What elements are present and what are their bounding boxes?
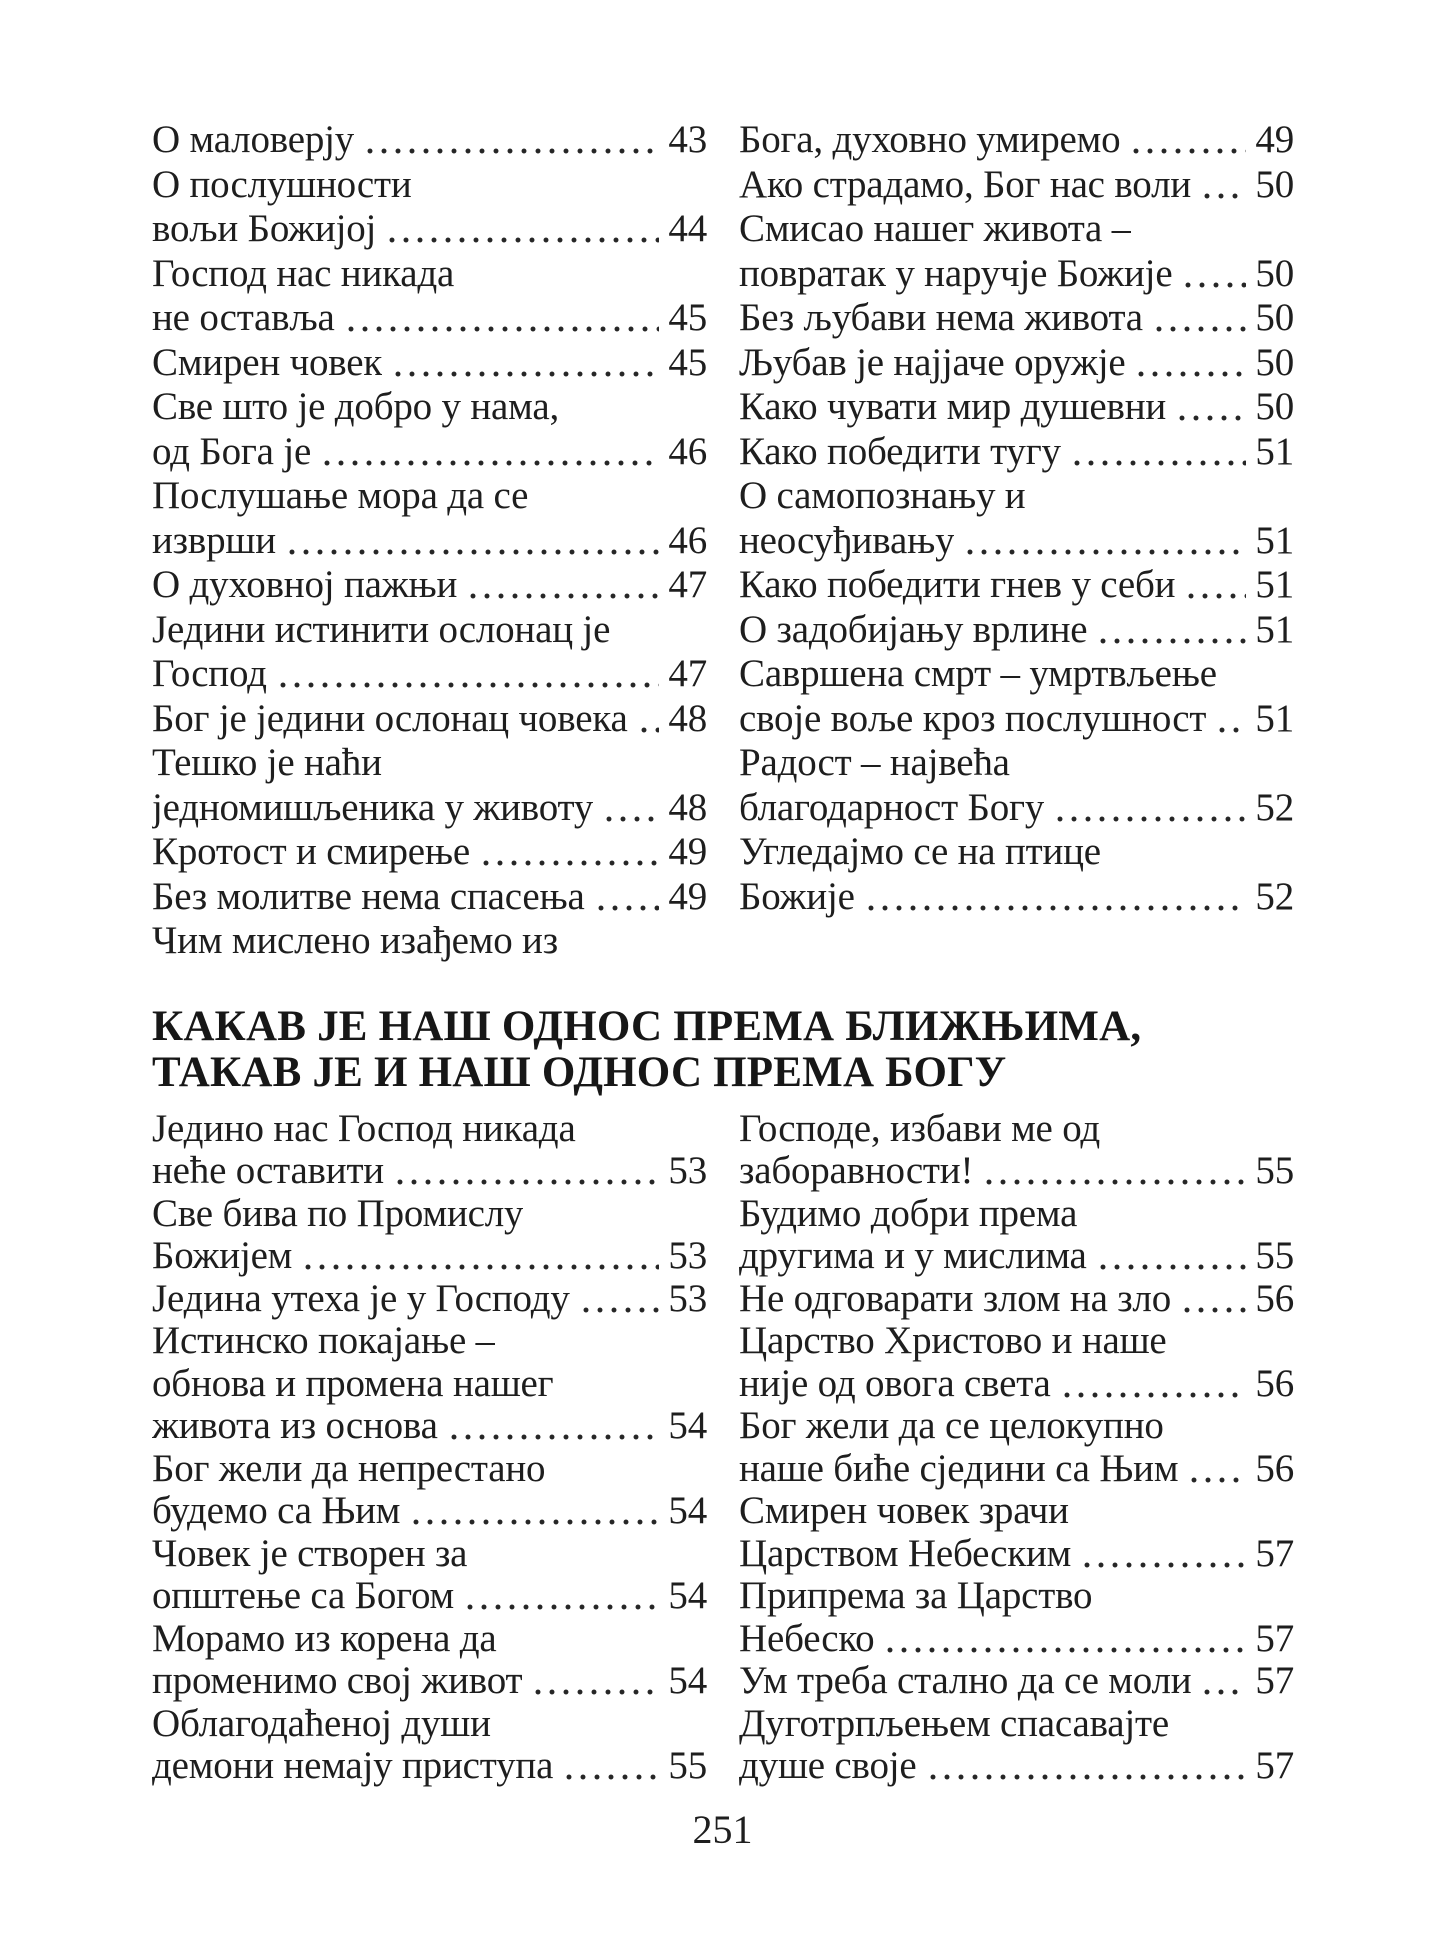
dot-leader (285, 549, 659, 555)
toc-entry-page-number: 55 (1255, 1149, 1294, 1192)
toc-entry-text: Како победити тугу (739, 429, 1061, 473)
toc-entry-line (739, 608, 1294, 653)
toc-entry-text: једномишљеника у животу (152, 785, 594, 829)
dot-leader (1175, 415, 1246, 421)
toc-entry-text: Све бива по Промислу (152, 1192, 524, 1235)
dot-leader (463, 1604, 659, 1610)
toc-entry-text: О послушности (152, 162, 412, 206)
toc-entry-page-number: 49 (668, 874, 707, 918)
dot-leader (579, 1307, 660, 1313)
toc-entry-text: Господ (152, 652, 267, 695)
dot-leader (1200, 1689, 1246, 1695)
dot-leader (637, 727, 660, 733)
toc-entry-page-number: 57 (1255, 1744, 1294, 1787)
dot-leader (926, 1774, 1247, 1780)
toc-entry-page-number: 51 (1255, 563, 1294, 606)
toc-entry-line (739, 296, 1294, 341)
toc-entry-page-number: 51 (1255, 607, 1294, 651)
toc-entry-page-number: 55 (668, 1744, 707, 1787)
toc-entry-line (152, 385, 707, 430)
dot-leader (963, 549, 1246, 555)
toc-entry-line (739, 341, 1294, 386)
dot-leader (1200, 193, 1246, 199)
toc-entry-line (152, 608, 707, 653)
toc-entry-text: општење са Богом (152, 1575, 455, 1617)
toc-entry-page-number: 45 (668, 340, 707, 384)
toc-entry-text: Бог жели да се целокупно (739, 1405, 1164, 1447)
toc-entry-line (152, 341, 707, 386)
dot-leader (1184, 593, 1246, 599)
toc-entry-line (739, 1235, 1294, 1278)
dot-leader (1096, 1264, 1247, 1270)
toc-entry-text: демони немају приступа (152, 1745, 554, 1787)
toc-entry-line (152, 1320, 707, 1363)
toc-entry-text: Будимо добри према (739, 1192, 1078, 1235)
toc-entry-text: Смисао нашег живота – (739, 207, 1132, 250)
toc-entry-line (152, 1405, 707, 1448)
toc-entry-line (739, 1703, 1294, 1746)
dot-leader (385, 237, 659, 243)
toc-entry-page-number: 53 (668, 1149, 707, 1192)
toc-entry-page-number: 51 (1255, 518, 1294, 562)
toc-entry-text: Угледајмо се на птице (739, 830, 1101, 873)
toc-entry-line (152, 697, 707, 742)
toc-entry-text: Чим мислено изађемо из (152, 919, 558, 962)
toc-entry-line (739, 519, 1294, 564)
toc-entry-text: О задобијању врлине (739, 607, 1088, 651)
toc-entry-text: Ако страдамо, Бог нас воли (739, 162, 1192, 206)
toc-entry-text: наше биће сједини са Њим (739, 1447, 1179, 1490)
dot-leader (1180, 1307, 1246, 1313)
toc-entry-page-number: 50 (1255, 296, 1294, 339)
toc-entry-line (152, 519, 707, 564)
toc-entry-line (739, 1575, 1294, 1618)
toc-entry-text: Једина утеха је у Господу (152, 1277, 570, 1320)
dot-leader (562, 1774, 659, 1780)
toc-entry-page-number: 50 (1255, 251, 1294, 295)
toc-entry-text: од Бога је (152, 429, 312, 473)
toc-entry-text: неосуђивању (739, 518, 955, 562)
toc-entry-line (152, 1490, 707, 1533)
toc-entry-page-number: 50 (1255, 340, 1294, 384)
toc-entry-page-number: 52 (1255, 874, 1294, 918)
toc-entry-text: своје воље кроз послушност (739, 696, 1207, 740)
toc-entry-line (739, 830, 1294, 875)
toc-entry-text: Једини истинити ослонац је (152, 607, 611, 651)
toc-entry-page-number: 56 (1255, 1276, 1294, 1320)
toc-entry-line (152, 1660, 707, 1703)
toc-entry-line (152, 563, 707, 608)
toc-entry-line (152, 474, 707, 519)
toc-entry-line (152, 1575, 707, 1618)
toc-entry-page-number: 54 (668, 1574, 707, 1617)
toc-entry-text: другима и у мислима (739, 1235, 1087, 1277)
toc-entry-line (739, 207, 1294, 252)
toc-entry-page-number: 50 (1255, 162, 1294, 206)
toc-entry-text: променимо свој живот (152, 1660, 523, 1702)
dot-leader (1152, 326, 1246, 332)
toc-entry-line (152, 1618, 707, 1661)
toc-entry-text: Божијем (152, 1235, 293, 1277)
dot-leader (391, 371, 659, 377)
toc-entry-text: Без молитве нема спасења (152, 874, 585, 918)
dot-leader (1129, 148, 1246, 154)
toc-entry-line (739, 430, 1294, 475)
page-footer (0, 1808, 1445, 1852)
toc-entry-line (152, 1193, 707, 1236)
toc-section-bottom (152, 1108, 1294, 1788)
toc-entry-line (152, 430, 707, 475)
toc-entry-text: Господе, избави ме од (739, 1107, 1101, 1150)
toc-entry-line (739, 474, 1294, 519)
toc-entry-page-number: 53 (668, 1234, 707, 1277)
toc-entry-text: будемо са Њим (152, 1490, 401, 1532)
toc-entry-text: Морамо из корена да (152, 1617, 497, 1660)
toc-column-left (152, 118, 707, 964)
toc-entry-line (152, 1363, 707, 1406)
toc-entry-page-number: 51 (1255, 429, 1294, 473)
dot-leader (1070, 460, 1247, 466)
toc-column-left (152, 1108, 707, 1788)
toc-entry-line (152, 207, 707, 252)
toc-entry-line (739, 1490, 1294, 1533)
toc-entry-line (739, 875, 1294, 920)
toc-entry-page-number: 46 (668, 429, 707, 473)
toc-entry-line (739, 252, 1294, 297)
table-of-contents (152, 118, 1294, 1788)
toc-entry-line (152, 1108, 707, 1151)
toc-entry-text: душе своје (739, 1745, 917, 1787)
toc-entry-page-number: 54 (668, 1404, 707, 1447)
toc-entry-line (152, 1150, 707, 1193)
toc-entry-line (739, 1278, 1294, 1321)
toc-entry-text: Љубав је најјаче оружје (739, 340, 1126, 384)
toc-entry-text: Не одговарати злом на зло (739, 1277, 1171, 1320)
toc-entry-text: неће оставити (152, 1150, 384, 1192)
toc-entry-page-number: 53 (668, 1276, 707, 1320)
toc-entry-line (152, 1533, 707, 1576)
dot-leader (531, 1689, 659, 1695)
toc-entry-line (739, 1745, 1294, 1788)
toc-entry-page-number: 52 (1255, 785, 1294, 829)
dot-leader (1134, 371, 1246, 377)
toc-entry-text: Послушање мора да се (152, 474, 529, 517)
toc-entry-page-number: 43 (668, 118, 707, 161)
dot-leader (344, 326, 660, 332)
dot-leader (276, 682, 660, 688)
dot-leader (447, 1434, 660, 1440)
section-heading-line-1: КАКАВ ЈЕ НАШ ОДНОС ПРЕМА БЛИЖЊИМА, (152, 1002, 1142, 1050)
toc-entry-line (152, 1703, 707, 1746)
toc-entry-page-number: 50 (1255, 385, 1294, 428)
toc-entry-line (739, 1533, 1294, 1576)
toc-entry-line (739, 385, 1294, 430)
toc-entry-text: заборавности! (739, 1150, 974, 1192)
toc-column-right (739, 1108, 1294, 1788)
dot-leader (1060, 1392, 1247, 1398)
section-heading (152, 1004, 1294, 1096)
toc-section-top (152, 118, 1294, 964)
toc-entry-text: Смирен човек (152, 340, 383, 384)
toc-entry-page-number: 48 (668, 785, 707, 829)
toc-entry-line (739, 652, 1294, 697)
toc-entry-text: благодарност Богу (739, 785, 1045, 829)
toc-entry-line (152, 252, 707, 297)
section-heading-line-2: ТАКАВ ЈЕ И НАШ ОДНОС ПРЕМА БОГУ (152, 1048, 1007, 1096)
toc-entry-line (739, 1363, 1294, 1406)
toc-entry-text: Без љубави нема живота (739, 296, 1143, 339)
dot-leader (1181, 282, 1246, 288)
toc-entry-text: Небеско (739, 1617, 875, 1660)
toc-entry-line (152, 919, 707, 964)
dot-leader (1053, 816, 1246, 822)
toc-entry-text: Царство Христово и наше (739, 1320, 1167, 1362)
toc-entry-text: Истинско покајање – (152, 1320, 495, 1362)
toc-entry-page-number: 57 (1255, 1531, 1294, 1575)
toc-entry-text: није од овога света (739, 1362, 1051, 1405)
toc-entry-line (739, 1108, 1294, 1151)
toc-entry-page-number: 56 (1255, 1446, 1294, 1490)
toc-entry-page-number: 46 (668, 518, 707, 562)
dot-leader (1215, 727, 1246, 733)
toc-entry-line (739, 118, 1294, 163)
dot-leader (883, 1647, 1246, 1653)
toc-entry-text: Господ нас никада (152, 251, 455, 295)
toc-entry-page-number: 47 (668, 652, 707, 695)
dot-leader (864, 905, 1247, 911)
dot-leader (982, 1179, 1246, 1185)
toc-entry-line (152, 1278, 707, 1321)
toc-entry-line (739, 1320, 1294, 1363)
toc-entry-line (739, 1618, 1294, 1661)
toc-entry-text: живота из основа (152, 1405, 438, 1447)
toc-entry-text: Радост – највећа (739, 741, 1010, 784)
toc-entry-text: О маловерју (152, 118, 355, 161)
toc-column-right (739, 118, 1294, 964)
toc-entry-page-number: 54 (668, 1489, 707, 1532)
toc-entry-line (739, 563, 1294, 608)
toc-entry-text: Како чувати мир душевни (739, 385, 1167, 428)
dot-leader (409, 1519, 659, 1525)
toc-entry-text: Како победити гнев у себи (739, 563, 1176, 606)
toc-entry-text: Припрема за Царство (739, 1575, 1093, 1617)
toc-entry-text: Једино нас Господ никада (152, 1107, 576, 1150)
toc-entry-page-number: 44 (668, 207, 707, 250)
toc-entry-page-number: 57 (1255, 1616, 1294, 1660)
toc-entry-text: обнова и промена нашег (152, 1362, 554, 1405)
toc-entry-line (152, 1235, 707, 1278)
dot-leader (1080, 1562, 1246, 1568)
toc-entry-line (152, 296, 707, 341)
dot-leader (594, 905, 660, 911)
toc-entry-line (739, 1448, 1294, 1491)
toc-entry-page-number: 57 (1255, 1659, 1294, 1702)
toc-entry-page-number: 55 (1255, 1234, 1294, 1277)
dot-leader (466, 593, 659, 599)
toc-entry-page-number: 45 (668, 296, 707, 339)
toc-entry-line (152, 830, 707, 875)
toc-entry-text: Тешко је наћи (152, 741, 382, 784)
toc-entry-text: Све што је добро у нама, (152, 385, 560, 428)
toc-entry-page-number: 49 (1255, 118, 1294, 161)
toc-entry-line (739, 741, 1294, 786)
toc-entry-line (152, 1745, 707, 1788)
toc-entry-line (152, 118, 707, 163)
toc-entry-line (739, 1660, 1294, 1703)
toc-entry-page-number: 49 (668, 830, 707, 873)
toc-entry-text: Ум треба стално да се моли (739, 1660, 1192, 1702)
toc-entry-text: Савршена смрт – умртвљење (739, 652, 1217, 695)
toc-entry-line (739, 1193, 1294, 1236)
toc-entry-text: Кротост и смирење (152, 830, 471, 873)
toc-entry-text: Дуготрпљењем спасавајте (739, 1702, 1169, 1745)
dot-leader (602, 816, 659, 822)
toc-entry-text: Божије (739, 874, 855, 918)
toc-entry-line (152, 1448, 707, 1491)
dot-leader (393, 1179, 659, 1185)
toc-entry-text: Бог жели да непрестано (152, 1447, 546, 1490)
dot-leader (363, 148, 659, 154)
toc-entry-page-number: 48 (668, 696, 707, 740)
toc-entry-line (152, 652, 707, 697)
toc-entry-line (739, 786, 1294, 831)
toc-entry-text: Смирен човек зрачи (739, 1490, 1069, 1532)
toc-entry-line (152, 163, 707, 208)
dot-leader (320, 460, 659, 466)
toc-entry-line (152, 786, 707, 831)
toc-entry-line (739, 697, 1294, 742)
toc-entry-text: О самопознању и (739, 474, 1026, 517)
toc-entry-text: О духовној пажњи (152, 563, 458, 606)
toc-entry-text: не оставља (152, 296, 335, 339)
toc-entry-text: Човек је створен за (152, 1532, 468, 1575)
toc-entry-line (739, 1405, 1294, 1448)
toc-entry-text: Царством Небеским (739, 1532, 1072, 1575)
dot-leader (1187, 1477, 1246, 1483)
toc-entry-page-number: 51 (1255, 696, 1294, 740)
dot-leader (301, 1264, 659, 1270)
toc-entry-text: повратак у наручје Божије (739, 251, 1173, 295)
toc-entry-text: вољи Божијој (152, 207, 377, 250)
toc-entry-text: Бога, духовно умиремо (739, 118, 1121, 161)
toc-entry-line (739, 163, 1294, 208)
page-number: 251 (692, 1807, 753, 1852)
toc-entry-page-number: 47 (668, 563, 707, 606)
toc-entry-page-number: 54 (668, 1659, 707, 1702)
toc-entry-line (739, 1150, 1294, 1193)
dot-leader (479, 860, 659, 866)
dot-leader (1096, 638, 1246, 644)
toc-entry-page-number: 56 (1255, 1361, 1294, 1405)
toc-entry-text: Облагодаћеној души (152, 1702, 491, 1745)
toc-entry-line (152, 741, 707, 786)
toc-entry-text: изврши (152, 518, 276, 562)
toc-entry-text: Бог је једини ослонац човека (152, 696, 628, 740)
toc-entry-line (152, 875, 707, 920)
